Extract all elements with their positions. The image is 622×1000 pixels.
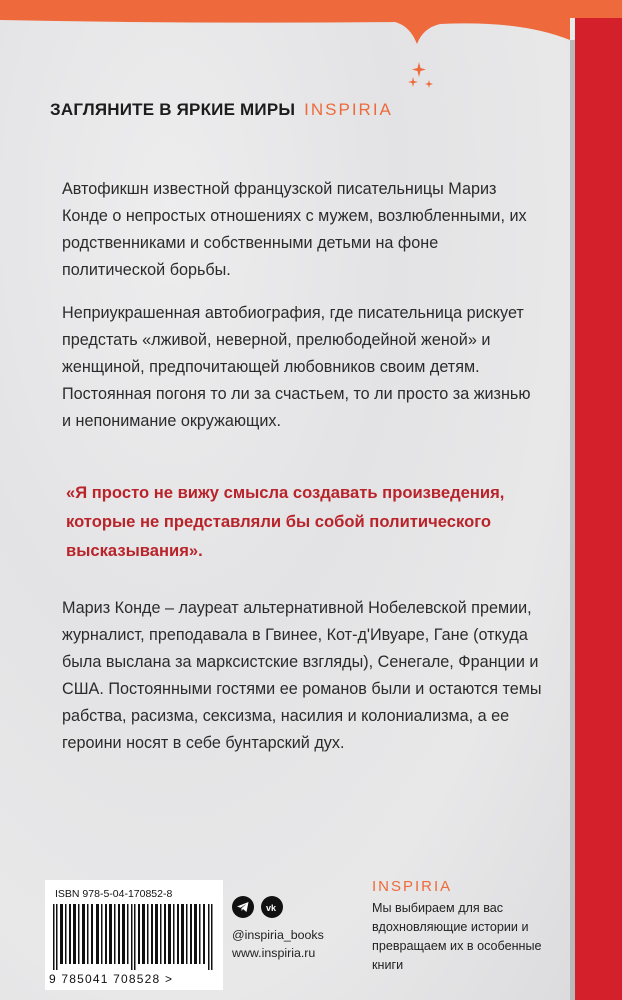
isbn-label: ISBN 978-5-04-170852-8 — [55, 888, 173, 900]
publisher-promo — [372, 878, 557, 975]
barcode-digits: 9 785041 708528 > — [49, 972, 174, 986]
barcode-bars — [51, 904, 217, 970]
barcode-box — [45, 880, 223, 990]
header-title: ЗАГЛЯНИТЕ В ЯРКИЕ МИРЫ — [50, 100, 296, 119]
top-notch-decoration — [0, 18, 570, 48]
svg-text:vk: vk — [266, 903, 277, 913]
promo-brand: INSPIRIA — [372, 878, 453, 895]
telegram-icon[interactable] — [232, 896, 254, 918]
sparkle-icon — [405, 60, 439, 94]
spine-shadow — [570, 40, 575, 1000]
vk-icon[interactable] — [261, 896, 283, 918]
header-brand: INSPIRIA — [304, 100, 393, 119]
website-link[interactable]: www.inspiria.ru — [232, 946, 316, 960]
pull-quote: «Я просто не вижу смысла создавать произведения, которые не представляли бы собой политического высказывания». — [66, 483, 505, 560]
top-orange-bar — [0, 0, 622, 18]
description-paragraph-2: Неприукрашенная автобиография, где писательница рискует предстать «лживой, неверной, прелюбодейной женой» и женщиной, предпочитающей любовников своим детям. Постоянная погоня то ли за счастьем, то ли просто за жизнью и непонимание окружающих. — [62, 304, 531, 430]
social-block — [232, 896, 357, 962]
author-bio-paragraph: Мариз Конде – лауреат альтернативной Нобелевской премии, журналист, преподавала в Гвинее, Кот-д'Ивуаре, Гане (откуда была выслана за марксистские взгляды), Сенегале, Франции и США. Постоянными гостями ее романов были и остаются темы рабства, расизма, сексизма, насилия и колониализма, а ее героини носят в себе бунтарский дух. — [62, 599, 542, 752]
social-handle[interactable]: @inspiria_books — [232, 928, 324, 942]
promo-text: Мы выбираем для вас вдохновляющие истории и превращаем их в особенные книги — [372, 901, 542, 972]
red-spine — [575, 18, 622, 1000]
header-line — [50, 100, 470, 120]
description-paragraph-1: Автофикшн известной французской писательницы Мариз Конде о непростых отношениях с мужем, возлюбленными, их родственниками и собственными детьми на фоне политической борьбы. — [62, 180, 527, 279]
